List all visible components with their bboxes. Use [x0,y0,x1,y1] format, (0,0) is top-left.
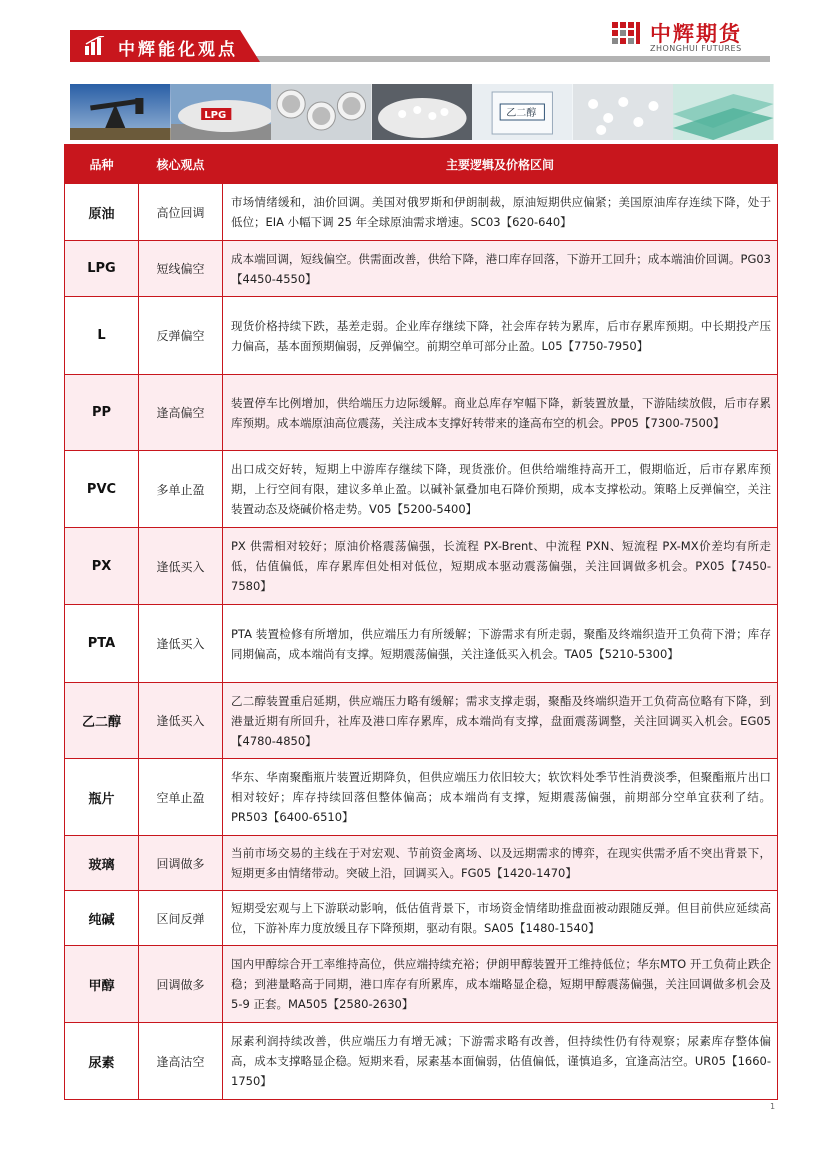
logo-english-name: ZHONGHUI FUTURES [650,44,742,53]
product-photo-strip [70,84,774,140]
table-row [65,759,778,836]
table-row [65,375,778,451]
lpg-tank-photo [171,84,272,140]
product-cell: LPG [65,241,139,297]
header-logic: 主要逻辑及价格区间 [223,145,778,184]
oil-pumpjack-photo [70,84,171,140]
lpg-photo-label: LPG [203,110,226,121]
logic-cell: PX 供需相对较好；原油价格震荡偏强，长流程 PX-Brent、中流程 PXN、短流程 PX-MX价差均有所走低，估值偏低，库存累库但处相对低位，短期成本驱动震荡偏强，关注回调做多机会。PX05【7450-7580】 [223,528,778,605]
logic-cell: 华东、华南聚酯瓶片装置近期降负，但供应端压力依旧较大；软饮料处季节性消费淡季，但聚酯瓶片出口相对较好；库存持续回落但整体偏高；成本端尚有支撑，短期震荡偏强，前期部分空单宜获利了结。PR503【6400-6510】 [223,759,778,836]
table-row [65,297,778,375]
logo-chinese-name: 中辉期货 [650,22,742,46]
product-cell: 原油 [65,184,139,241]
table-row [65,528,778,605]
logic-cell: 现货价格持续下跌，基差走弱。企业库存继续下降，社会库存转为累库，后市存累库预期。中长期投产压力偏高，基本面预期偏弱，反弹偏空。前期空单可部分止盈。L05【7750-7950】 [223,297,778,375]
logic-cell: 国内甲醇综合开工率维持高位，供应端持续充裕；伊朗甲醇装置开工维持低位；华东MTO 开工负荷止跌企稳；到港量略高于同期，港口库存有所累库，成本端略显企稳，短期甲醇震荡偏强，关注回调做多机会及 5-9 正套。MA505【2580-2630】 [223,946,778,1023]
view-cell: 高位回调 [139,184,223,241]
view-cell: 回调做多 [139,836,223,891]
table-row [65,946,778,1023]
glycol-bottle-photo [472,84,573,140]
banner-title: 中辉能化观点 [118,40,238,60]
logic-cell: 成本端回调，短线偏空。供需面改善，供给下降，港口库存回落，下游开工回升；成本端油价回调。PG03【4450-4550】 [223,241,778,297]
table-header-row [65,145,778,184]
plastic-pellets-photo [573,84,674,140]
product-cell: PTA [65,605,139,683]
view-cell: 多单止盈 [139,451,223,528]
view-cell: 区间反弹 [139,891,223,946]
product-cell: 乙二醇 [65,683,139,759]
table-row [65,1023,778,1100]
page-header [0,0,826,80]
logic-cell: 市场情绪缓和，油价回调。美国对俄罗斯和伊朗制裁，原油短期供应偏紧；美国原油库存连续下降，处于低位；EIA 小幅下调 25 年全球原油需求增速。SC03【620-640】 [223,184,778,241]
logo-mark-icon [612,20,642,50]
logic-cell: 出口成交好转，短期上中游库存继续下降，现货涨价。但供给端维持高开工，假期临近，后市存累库预期，上行空间有限，建议多单止盈。以碱补氯叠加电石降价预期，成本支撑松动。策略上反弹偏空，关注装置动态及烧碱价格走势。V05【5200-5400】 [223,451,778,528]
table-row [65,605,778,683]
logic-cell: PTA 装置检修有所增加，供应端压力有所缓解；下游需求有所走弱，聚酯及终端织造开工负荷下滑；库存同期偏高，成本端尚有支撑。短期震荡偏强，关注逢低买入机会。TA05【5210-5300】 [223,605,778,683]
header-view: 核心观点 [139,145,223,184]
product-cell: 纯碱 [65,891,139,946]
logic-cell: 装置停车比例增加，供给端压力边际缓解。商业总库存窄幅下降，新装置放量，下游陆续放假，后市存累库预期。成本端原油高位震荡，关注成本支撑好转带来的逢高布空的机会。PP05【7300-7500】 [223,375,778,451]
table-row [65,836,778,891]
table-row [65,451,778,528]
header-product: 品种 [65,145,139,184]
product-cell: 甲醇 [65,946,139,1023]
table-row [65,683,778,759]
views-table [64,144,778,1100]
view-cell: 逢低买入 [139,683,223,759]
product-cell: PVC [65,451,139,528]
product-cell: PP [65,375,139,451]
header-rule [250,56,770,62]
logic-cell: 短期受宏观与上下游联动影响，低估值背景下，市场资金情绪助推盘面被动跟随反弹。但目前供应延续高位，下游补库力度放缓且存下降预期，驱动有限。SA05【1480-1540】 [223,891,778,946]
view-cell: 回调做多 [139,946,223,1023]
table-row [65,184,778,241]
company-logo [612,18,762,54]
glycol-photo-label: 乙二醇 [506,108,537,119]
product-cell: 瓶片 [65,759,139,836]
logic-cell: 尿素利润持续改善，供应端压力有增无减；下游需求略有改善，但持续性仍有待观察；尿素库存整体偏高，成本支撑略显企稳。短期来看，尿素基本面偏弱，估值偏低，谨慎追多，宜逢高沽空。UR05【1660-1750】 [223,1023,778,1100]
view-cell: 逢低买入 [139,605,223,683]
page-number: 1 [770,1102,776,1111]
table-row [65,891,778,946]
logic-cell: 乙二醇装置重启延期，供应端压力略有缓解；需求支撑走弱，聚酯及终端织造开工负荷高位略有下降，到港量近期有所回升，社库及港口库存累库，成本端尚有支撑，盘面震荡调整，关注回调买入机会。EG05【4780-4850】 [223,683,778,759]
logic-cell: 当前市场交易的主线在于对宏观、节前资金离场、以及远期需求的博弈，在现实供需矛盾不突出背景下，短期更多由情绪带动。突破上沿，回调买入。FG05【1420-1470】 [223,836,778,891]
view-cell: 空单止盈 [139,759,223,836]
view-cell: 逢高沽空 [139,1023,223,1100]
glass-sheets-photo [673,84,774,140]
product-cell: 玻璃 [65,836,139,891]
table-row [65,241,778,297]
product-cell: 尿素 [65,1023,139,1100]
view-cell: 反弹偏空 [139,297,223,375]
product-cell: PX [65,528,139,605]
product-cell: L [65,297,139,375]
view-cell: 逢低买入 [139,528,223,605]
view-cell: 短线偏空 [139,241,223,297]
chart-building-icon [84,36,106,56]
pipes-photo [271,84,372,140]
view-cell: 逢高偏空 [139,375,223,451]
pellets-photo [372,84,473,140]
